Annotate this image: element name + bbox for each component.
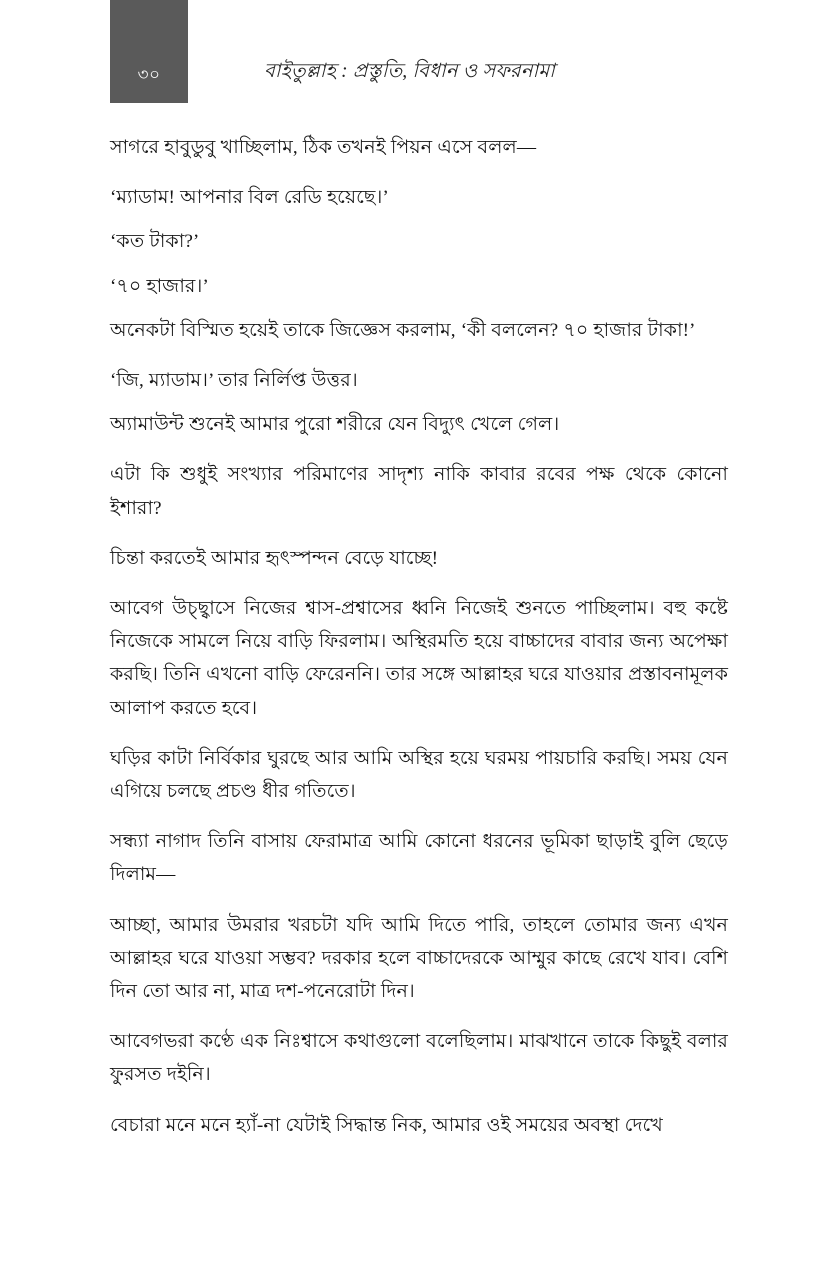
paragraph: বেচারা মনে মনে হ্যাঁ-না যেটাই সিদ্ধান্ত নিক, আমার ওই সময়ের অবস্থা দেখে (110, 1114, 663, 1136)
paragraph: আবেগ উচ্ছ্বাসে নিজের শ্বাস-প্রশ্বাসের ধ্বনি নিজেই শুনতে পাচ্ছিলাম। বহু কষ্টে নিজেকে সামলে নিয়ে বাড়ি ফিরলাম। অস্থিরমতি হয়ে বাচ্চাদের বাবার জন্য অপেক্ষা করছি। তিনি এখনো বাড়ি ফেরেননি। তার সঙ্গে আল্লাহর ঘরে যাওয়ার প্রস্তাবনামূলক আলাপ করতে হবে। (110, 598, 728, 719)
body-text-block (110, 131, 728, 1142)
page-number: ৩০ (137, 65, 161, 84)
running-header-title: বাইতুল্লাহ : প্রস্তুতি, বিধান ও সফরনামা (264, 61, 556, 82)
paragraph: আচ্ছা, আমার উমরার খরচটা যদি আমি দিতে পারি, তাহলে তোমার জন্য এখন আল্লাহর ঘরে যাওয়া সম্ভব? দরকার হলে বাচ্চাদেরকে আম্মুর কাছে রেখে যাব। বেশি দিন তো আর না, মাত্র দশ-পনেরোটা দিন। (110, 914, 728, 1003)
paragraph: ‘কত টাকা?’ (110, 231, 200, 253)
paragraph: ‘জি, ম্যাডাম।’ তার নির্লিপ্ত উত্তর। (110, 370, 358, 392)
paragraph: ‘ম্যাডাম! আপনার বিল রেডি হয়েছে।’ (110, 187, 389, 209)
paragraph: এটা কি শুধুই সংখ্যার পরিমাণের সাদৃশ্য নাকি কাবার রবের পক্ষ থেকে কোনো ইশারা? (110, 464, 728, 519)
paragraph: সাগরে হাবুডুবু খাচ্ছিলাম, ঠিক তখনই পিয়ন এসে বলল— (110, 137, 537, 158)
paragraph: চিন্তা করতেই আমার হৃৎস্পন্দন বেড়ে যাচ্ছে! (110, 547, 439, 569)
paragraph: অনেকটা বিস্মিত হয়েই তাকে জিজ্ঞেস করলাম, ‘কী বললেন? ৭০ হাজার টাকা!’ (110, 319, 696, 341)
page-number-box (110, 0, 188, 103)
paragraph: ঘড়ির কাটা নির্বিকার ঘুরছে আর আমি অস্থির হয়ে ঘরময় পায়চারি করছি। সময় যেন এগিয়ে চলছে প্রচণ্ড ধীর গতিতে। (110, 747, 728, 803)
paragraph: সন্ধ্যা নাগাদ তিনি বাসায় ফেরামাত্র আমি কোনো ধরনের ভূমিকা ছাড়াই বুলি ছেড়ে দিলাম— (110, 831, 728, 886)
paragraph: অ্যামাউন্ট শুনেই আমার পুরো শরীরে যেন বিদ্যুৎ খেলে গেল। (110, 414, 560, 436)
page-header (0, 0, 822, 104)
paragraph: আবেগভরা কণ্ঠে এক নিঃশ্বাসে কথাগুলো বলেছিলাম। মাঝখানে তাকে কিছুই বলার ফুরসত দইনি। (110, 1031, 728, 1086)
paragraph: ‘৭০ হাজার।’ (110, 275, 209, 297)
